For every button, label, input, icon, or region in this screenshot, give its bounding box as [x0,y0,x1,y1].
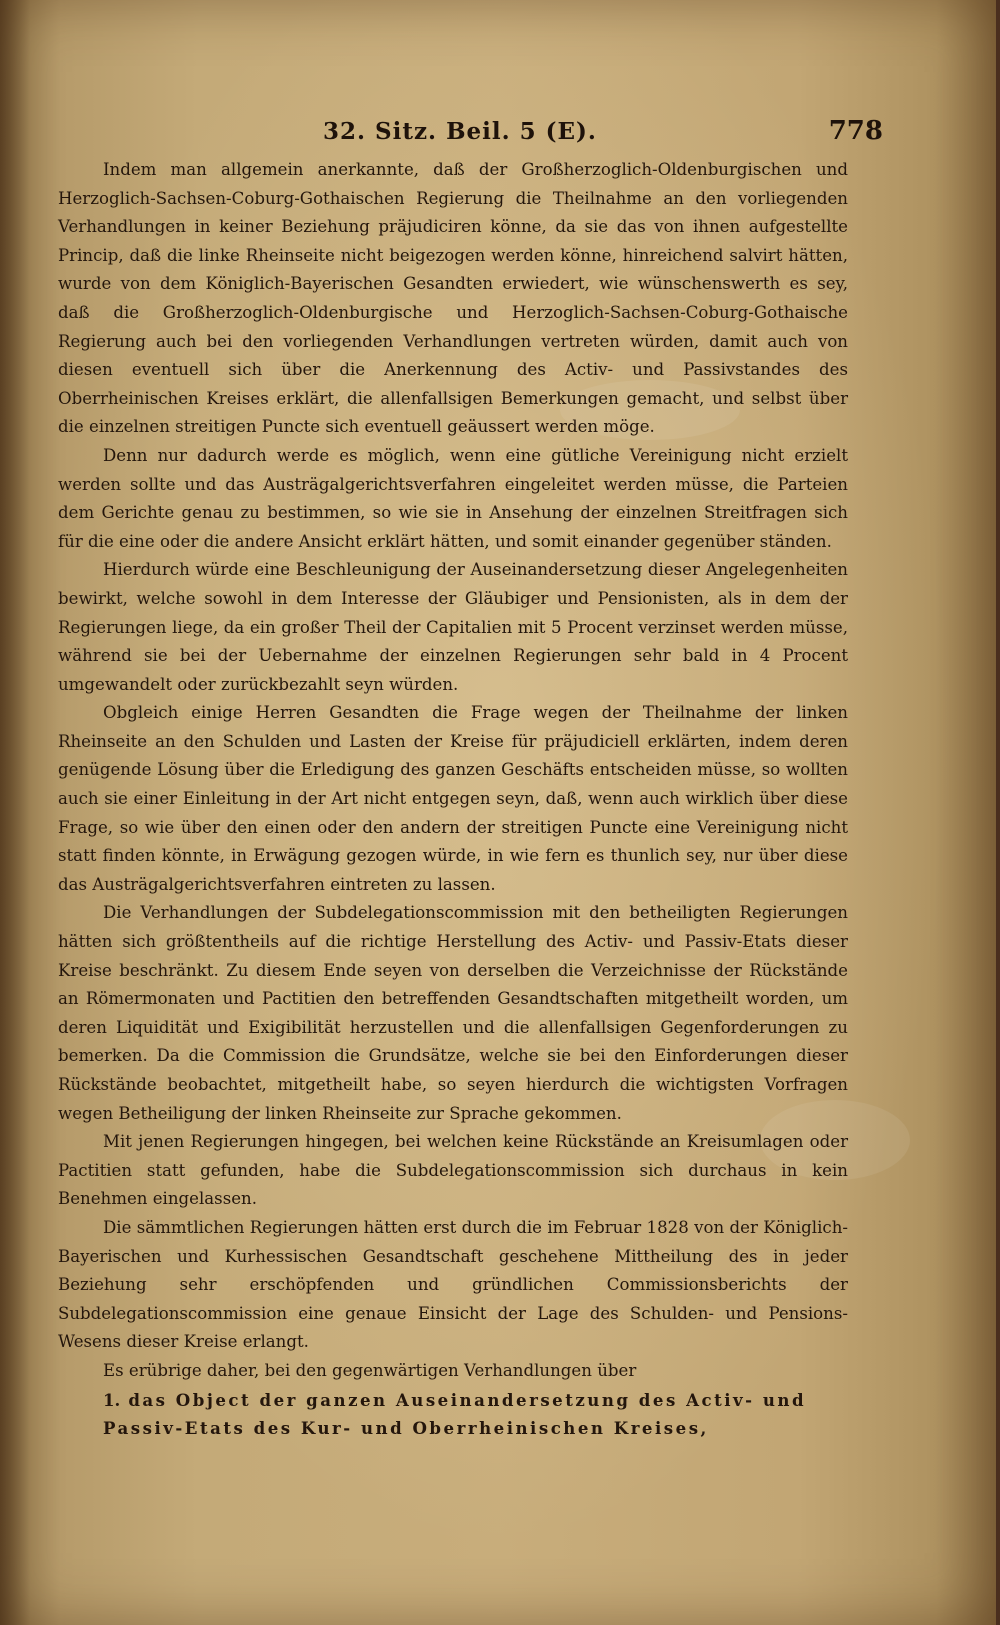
item-text: das Object der ganzen Auseinandersetzung des Activ- und Passiv-Etats des Kur- und Oberrheinischen Kreises, [103,1389,807,1439]
paragraph: Indem man allgemein anerkannte, daß der Großherzoglich-Oldenburgischen und Herzoglich-Sachsen-Coburg-Gothaischen Regierung die Theilnahme an den vorliegenden Verhandlungen in keiner Beziehung präjudiciren könne, da sie das von ihnen aufgestellte Princip, daß die linke Rheinseite nicht beigezogen werden könne, hinreichend salvirt hätten, wurde von dem Königlich-Bayerischen Gesandten erwiedert, wie wünschenswerth es sey, daß die Großherzoglich-Oldenburgische und Herzoglich-Sachsen-Coburg-Gothaische Regierung auch bei den vorliegenden Verhandlungen vertreten würden, damit auch von diesen eventuell sich über die Anerkennung des Activ- und Passivstandes des Oberrheinischen Kreises erklärt, die allenfallsigen Bemerkungen gemacht, und selbst über die einzelnen streitigen Puncte sich eventuell geäussert werden möge. [58,160,848,437]
paragraph: Die Verhandlungen der Subdelegationscommission mit den betheiligten Regierungen hätten sich größtentheils auf die richtige Herstellung des Activ- und Passiv-Etats dieser Kreise beschränkt. Zu diesem Ende seyen von derselben die Verzeichnisse der Rückstände an Römermonaten und Pactitien den betreffenden Gesandtschaften mitgetheilt worden, um deren Liquidität und Exigibilität herzustellen und die allenfallsigen Gegenforderungen zu bemerken. Da die Commission die Grundsätze, welche sie bei den Einforderungen dieser Rückstände beobachtet, mitgetheilt habe, so seyen hierdurch die wichtigsten Vorfragen wegen Betheiligung der linken Rheinseite zur Sprache gekommen. [58,903,848,1123]
paragraph: Die sämmtlichen Regierungen hätten erst durch die im Februar 1828 von der Königlich-Bayerischen und Kurhessischen Gesandtschaft geschehene Mittheilung des in jeder Beziehung sehr erschöpfenden und gründlichen Commissionsberichts der Subdelegationscommission eine genaue Einsicht der Lage des Schulden- und Pensions-Wesens dieser Kreise erlangt. [58,1217,848,1352]
paragraph: Obgleich einige Herren Gesandten die Frage wegen der Theilnahme der linken Rheinseite an den Schulden und Lasten der Kreise für präjudiciell erklärten, indem deren genügende Lösung über die Erledigung des ganzen Geschäfts entscheiden müsse, so wollten auch sie einer Einleitung in der Art nicht entgegen seyn, daß, wenn auch wirklich über diese Frage, so wie über den einen oder den andern der streitigen Puncte eine Vereinigung nicht statt finden könnte, in Erwägung gezogen würde, in wie fern es thunlich sey, nur über diese das Austrägalgerichtsverfahren eintreten zu lassen. [58,703,848,894]
item-number: 1. [103,1389,121,1410]
running-title: 32. Sitz. Beil. 5 (E). [323,118,597,145]
page-gutter-shadow [0,0,30,1625]
page-header [58,116,883,158]
paragraph: Denn nur dadurch werde es möglich, wenn eine gütliche Vereinigung nicht erzielt werden sollte und das Austrägalgerichtsverfahren eingeleitet werden müsse, die Parteien dem Gerichte genau zu bestimmen, so wie sie in Ansehung der einzelnen Streitfragen sich für die eine oder die andere Ansicht erklärt hätten, und somit einander gegenüber ständen. [58,445,848,551]
paragraph: Es erübrige daher, bei den gegenwärtigen Verhandlungen über [103,1360,637,1380]
numbered-item [58,1386,848,1443]
paragraph: Hierdurch würde eine Beschleunigung der Auseinandersetzung dieser Angelegenheiten bewirkt, welche sowohl in dem Interesse der Gläubiger und Pensionisten, als in dem der Regierungen liege, da ein großer Theil der Capitalien mit 5 Procent verzinset werden müsse, während sie bei der Uebernahme der einzelnen Regierungen sehr bald in 4 Procent umgewandelt oder zurückbezahlt seyn würden. [58,560,848,694]
body-text [58,156,848,1443]
paragraph: Mit jenen Regierungen hingegen, bei welchen keine Rückstände an Kreisumlagen oder Pactitien statt gefunden, habe die Subdelegationscommission sich durchaus in kein Benehmen eingelassen. [58,1132,848,1209]
page-number: 778 [828,116,883,146]
